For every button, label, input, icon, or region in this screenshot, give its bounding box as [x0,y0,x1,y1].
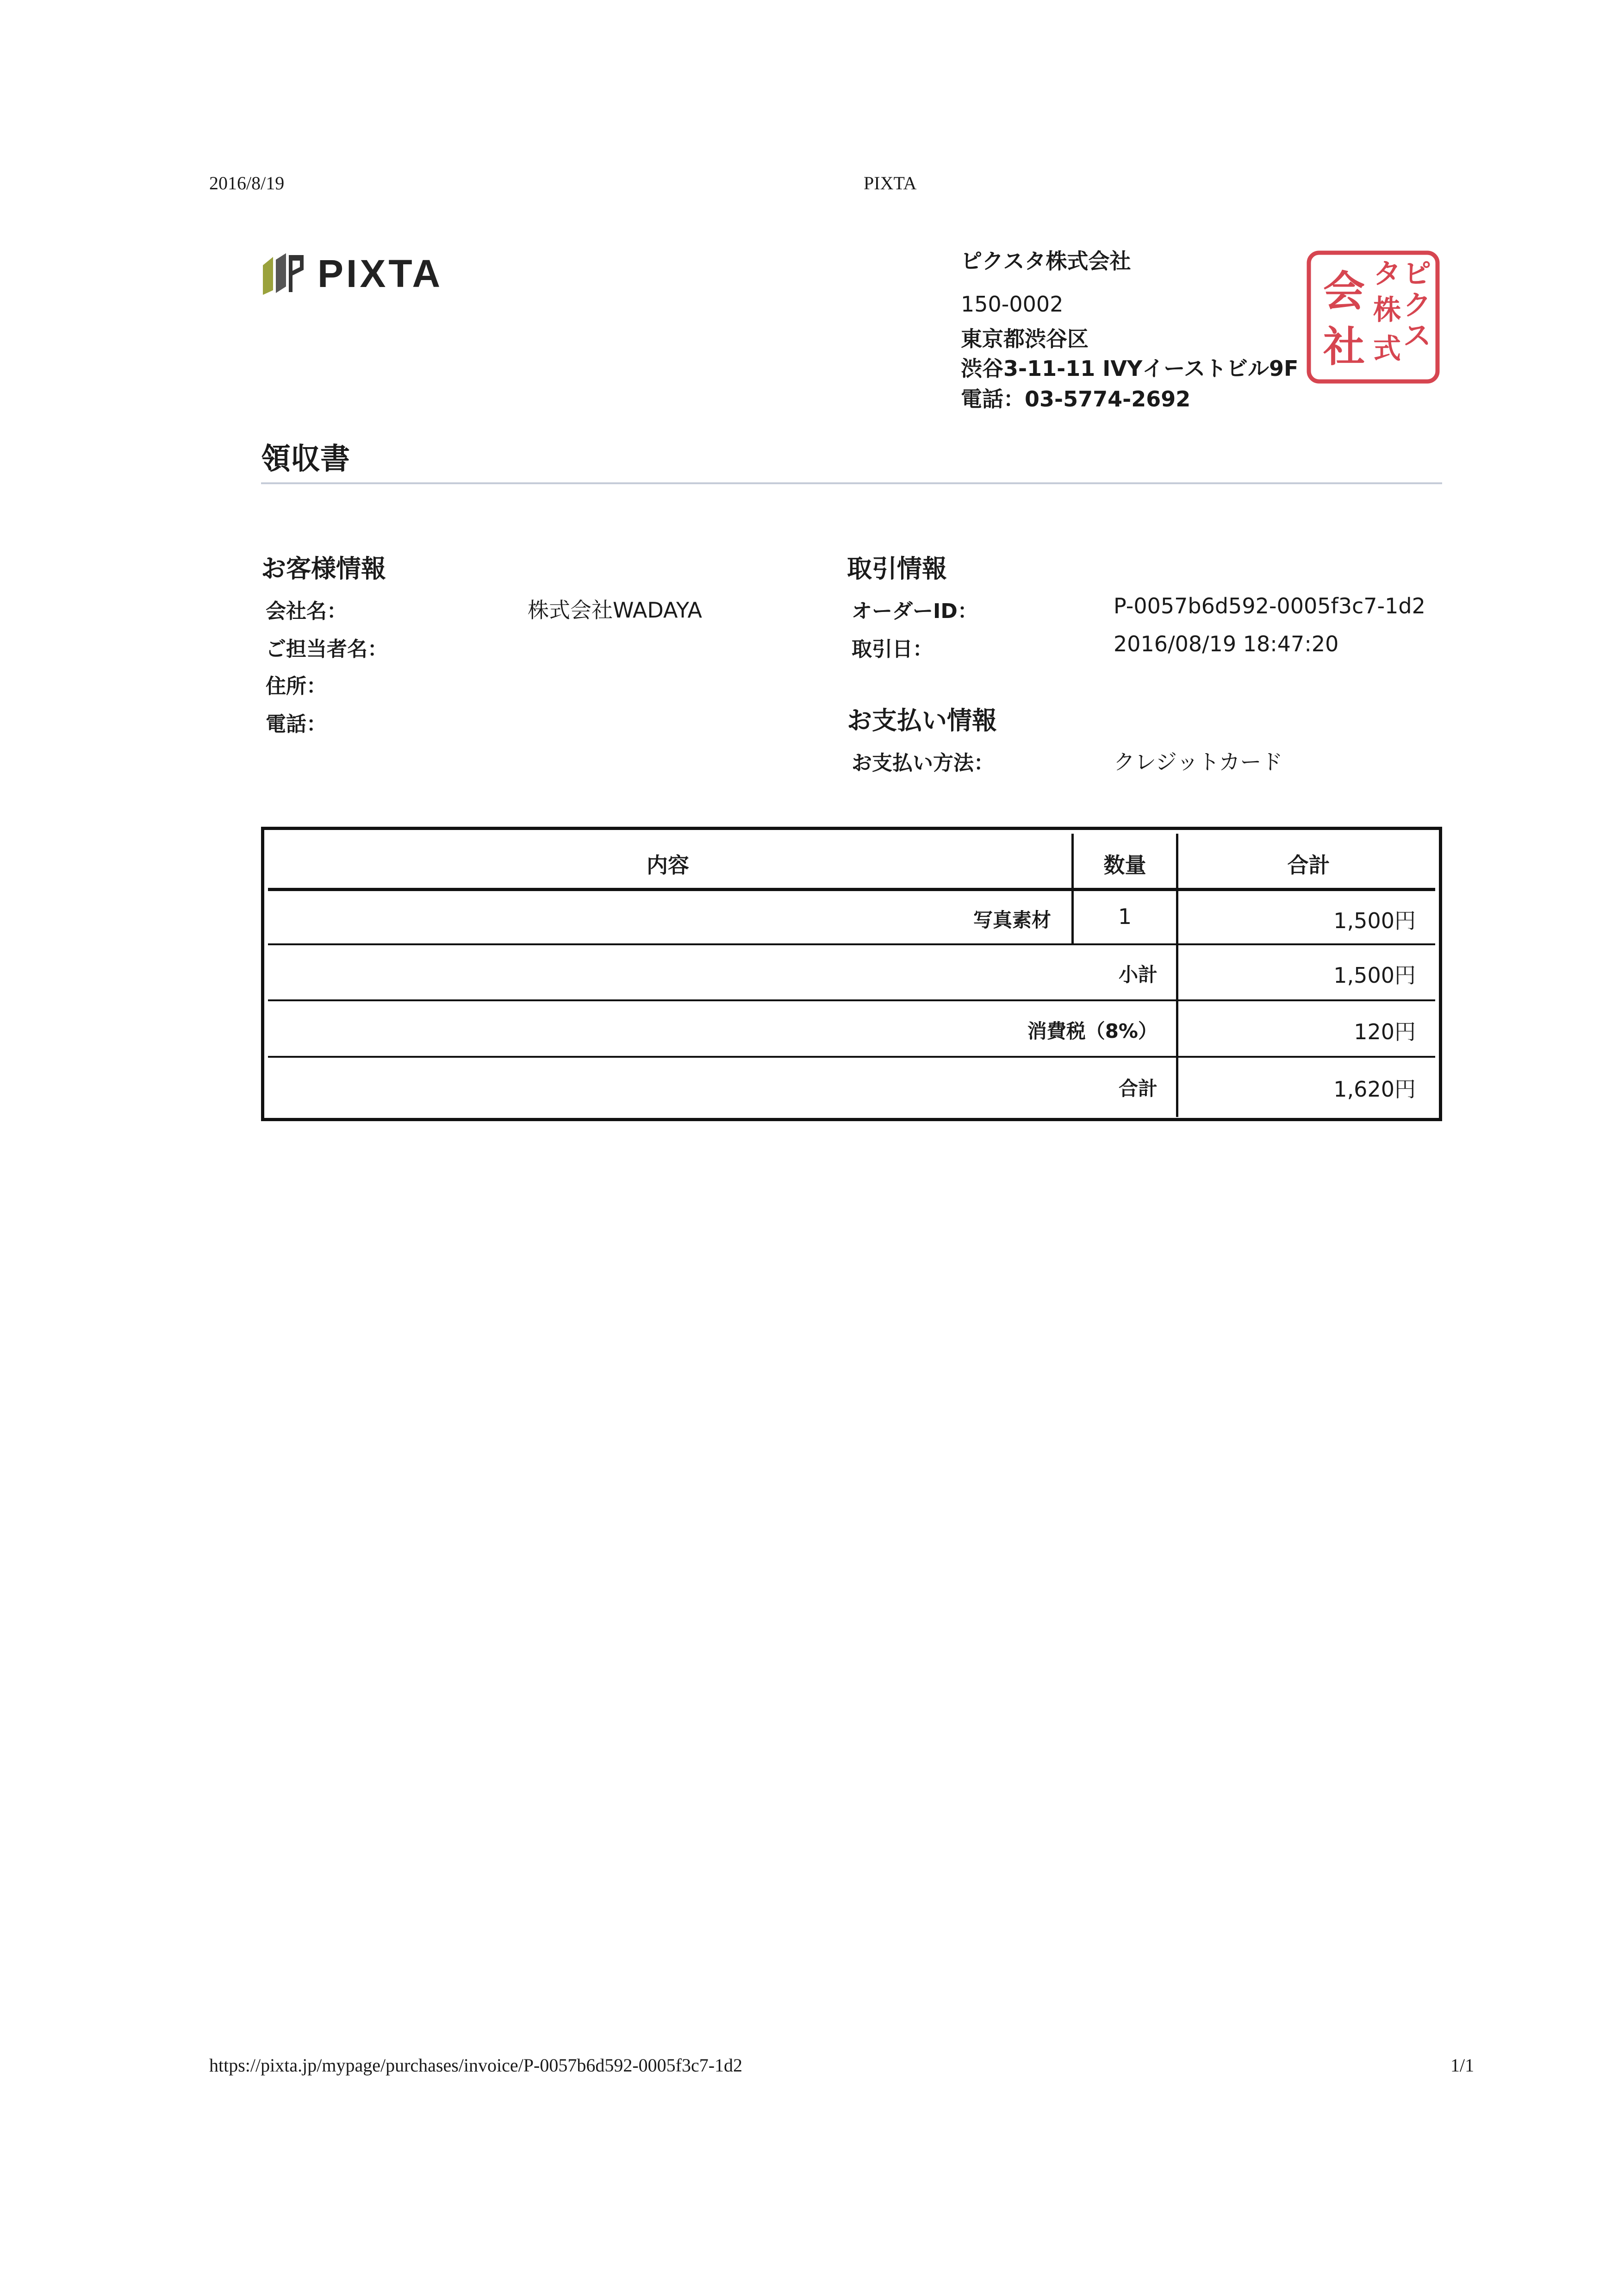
table-header-total: 合計 [1287,853,1330,878]
customer-company-label: 会社名： [266,599,347,623]
transaction-date-label: 取引日： [852,637,933,661]
seal-char: 会 [1323,267,1365,316]
seal-char: ク [1403,289,1431,322]
payment-heading: お支払い情報 [847,706,997,735]
company-postal: 150-0002 [961,292,1064,317]
company-address-2: 渋谷3-11-11 IVYイーストビル9F [961,356,1299,381]
grand-total-value: 1,620円 [1333,1077,1416,1102]
seal-char: ス [1403,320,1431,352]
table-row-rule [268,999,1435,1001]
subtotal-label: 小計 [1118,963,1157,986]
print-site-title: PIXTA [864,173,917,193]
seal-char: タ [1373,258,1401,290]
table-header-content: 内容 [647,853,689,878]
customer-heading: お客様情報 [261,554,386,583]
subtotal-value: 1,500円 [1333,963,1416,988]
customer-contact-label: ご担当者名： [266,637,388,661]
receipt-title: 領収書 [261,442,350,476]
print-date: 2016/8/19 [209,173,285,193]
order-id-value: P-0057b6d592-0005f3c7-1d2 [1114,593,1425,618]
payment-method-label: お支払い方法： [852,751,994,775]
seal-char: 式 [1373,333,1401,365]
transaction-date-value: 2016/08/19 18:47:20 [1114,631,1339,656]
payment-method-value: クレジットカード [1114,749,1283,774]
customer-company-value: 株式会社WADAYA [528,598,702,623]
customer-phone-label: 電話： [266,712,327,736]
table-row-rule [268,943,1435,945]
item-total: 1,500円 [1333,908,1416,933]
seal-char: 社 [1323,323,1365,371]
table-row-rule [268,1056,1435,1058]
tax-label: 消費税（8%） [1027,1020,1157,1042]
title-divider [261,482,1442,484]
order-id-label: オーダーID： [852,599,978,623]
receipt-table [261,827,1442,1121]
grand-total-label: 合計 [1118,1077,1157,1100]
tax-value: 120円 [1354,1019,1416,1044]
company-phone: 電話：03-5774-2692 [961,387,1191,412]
company-seal [1306,250,1440,384]
item-content: 写真素材 [973,909,1051,931]
company-name: ピクスタ株式会社 [961,249,1131,274]
company-address-1: 東京都渋谷区 [961,326,1089,351]
customer-address-label: 住所： [266,674,327,698]
footer-url: https://pixta.jp/mypage/purchases/invoice/P-0057b6d592-0005f3c7-1d2 [209,2055,743,2076]
pixta-logo [259,248,443,299]
pixta-logo-icon [259,251,305,296]
footer-page-number: 1/1 [1450,2055,1475,2076]
table-header-qty: 数量 [1103,853,1146,878]
transaction-heading: 取引情報 [847,554,947,583]
seal-char: ピ [1403,258,1431,290]
item-qty: 1 [1118,904,1132,929]
table-header-rule [268,888,1435,891]
logo-wordmark: PIXTA [317,251,443,295]
seal-char: 株 [1373,294,1401,326]
